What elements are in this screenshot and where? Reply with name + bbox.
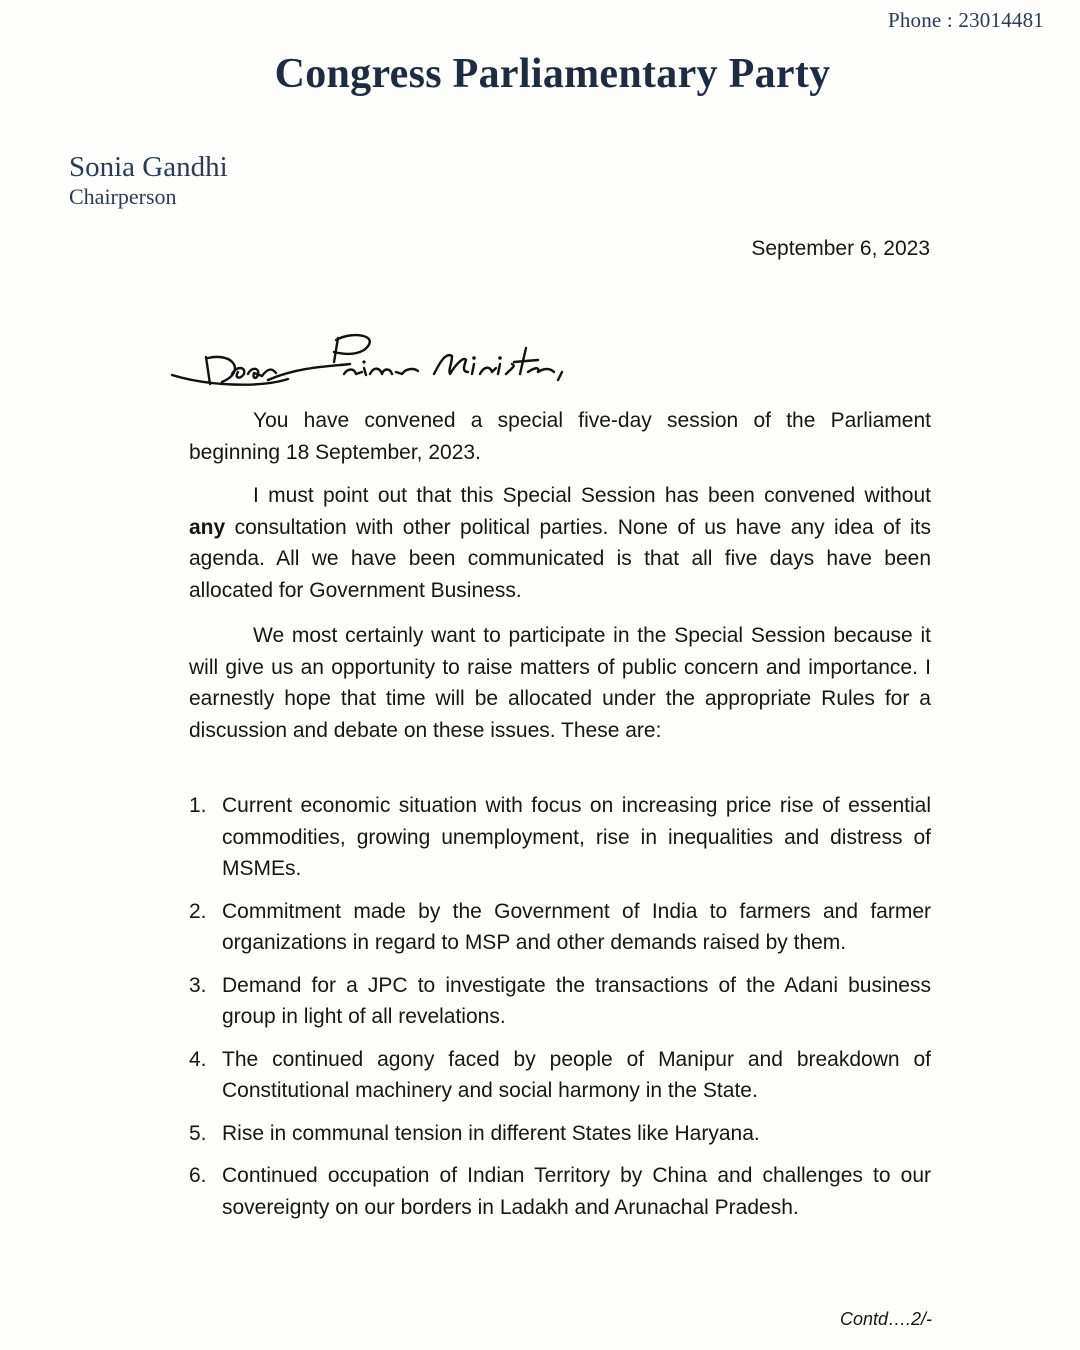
list-item-number: 6. xyxy=(189,1164,207,1187)
sender-block xyxy=(69,150,228,210)
phone-number: Phone : 23014481 xyxy=(887,8,1044,32)
list-item-number: 1. xyxy=(189,794,207,817)
letterhead-title: Congress Parliamentary Party xyxy=(274,51,831,97)
list-item-text: Rise in communal tension in different States like Haryana. xyxy=(222,1121,760,1145)
letter-date: September 6, 2023 xyxy=(751,237,930,260)
list-item-number: 4. xyxy=(189,1047,207,1071)
list-item xyxy=(189,970,931,1033)
paragraph-consultation-start: I must point out that this Special Session has been convened without xyxy=(253,484,931,507)
list-item-number: 3. xyxy=(189,973,207,997)
paragraph-consultation-end: consultation with other political parties. None of us have any idea of its agenda. All we have been communicated is that all five days have been allocated for Government Business. xyxy=(189,515,931,602)
list-item-text: The continued agony faced by people of Manipur and breakdown of Constitutional machinery and social harmony in the State. xyxy=(222,1047,931,1102)
sender-name: Sonia Gandhi xyxy=(69,151,228,183)
paragraph-participation: We most certainly want to participate in the Special Session because it will give us an opportunity to raise matters of public concern and importance. I earnestly hope that time will be allocated under the appropriate Rules for a discussion and debate on these issues. These are: xyxy=(189,624,931,742)
list-item xyxy=(189,1160,931,1223)
paragraph-consultation xyxy=(189,480,931,606)
continued-marker: Contd….2/- xyxy=(839,1309,932,1329)
list-item xyxy=(189,896,931,959)
paragraph-session-announcement: You have convened a special five-day session of the Parliament beginning 18 September, 2023. xyxy=(189,409,931,464)
list-item-number: 2. xyxy=(189,899,207,923)
list-item-text: Demand for a JPC to investigate the transactions of the Adani business group in light of all revelations. xyxy=(222,973,931,1028)
handwritten-salutation xyxy=(168,328,608,394)
list-item xyxy=(189,790,931,885)
list-item-text: Continued occupation of Indian Territory by China and challenges to our sovereignty on our borders in Ladakh and Arunachal Pradesh. xyxy=(222,1164,931,1219)
list-item-text: Commitment made by the Government of India to farmers and farmer organizations in regard to MSP and other demands raised by them. xyxy=(222,899,931,954)
list-item xyxy=(189,1044,931,1107)
list-item-number: 5. xyxy=(189,1121,207,1145)
list-item-text: Current economic situation with focus on increasing price rise of essential commodities, growing unemployment, rise in inequalities and distress of MSMEs. xyxy=(222,794,931,880)
issues-list xyxy=(189,790,931,1234)
list-item xyxy=(189,1118,931,1150)
emphasis-any: any xyxy=(189,515,226,539)
sender-title: Chairperson xyxy=(69,184,177,209)
